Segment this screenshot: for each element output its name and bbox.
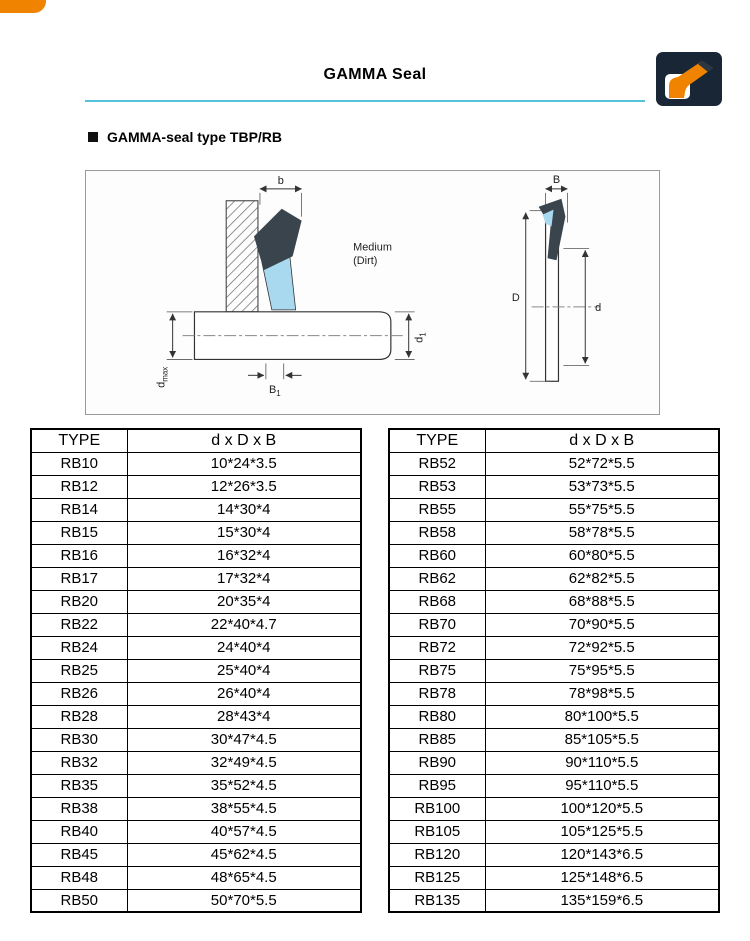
type-cell: RB120 [389,843,485,866]
type-cell: RB100 [389,797,485,820]
type-cell: RB70 [389,613,485,636]
medium-label-line2: (Dirt) [353,255,378,268]
seal-logo-icon [656,52,722,106]
table-row [389,498,719,521]
type-cell: RB62 [389,567,485,590]
dims-cell: 45*62*4.5 [127,843,361,866]
corner-accent [0,0,46,13]
type-cell: RB12 [31,475,127,498]
type-cell: RB48 [31,866,127,889]
dims-cell: 32*49*4.5 [127,751,361,774]
type-cell: RB53 [389,475,485,498]
dim-label-d: d [595,301,602,314]
dims-cell: 12*26*3.5 [127,475,361,498]
table-row [31,774,361,797]
size-table-right [388,428,720,913]
table-row [31,613,361,636]
type-cell: RB17 [31,567,127,590]
dims-cell: 28*43*4 [127,705,361,728]
square-bullet-icon [88,132,98,142]
type-cell: RB30 [31,728,127,751]
dims-cell: 55*75*5.5 [485,498,719,521]
table-row [389,751,719,774]
seal-lip [254,209,302,270]
type-cell: RB35 [31,774,127,797]
table-row [31,751,361,774]
cross-section-figure [156,175,428,398]
dim-label-B1: $B_1$ [268,384,281,399]
type-cell: RB125 [389,866,485,889]
dims-cell: 62*82*5.5 [485,567,719,590]
table-row [31,636,361,659]
dims-cell: 60*80*5.5 [485,544,719,567]
type-cell: RB52 [389,452,485,475]
size-tables [30,428,720,913]
table-row [31,544,361,567]
dims-cell: 50*70*5.5 [127,889,361,912]
dims-cell: 35*52*4.5 [127,774,361,797]
table-row [31,452,361,475]
type-cell: RB26 [31,682,127,705]
table-header-row [31,429,361,452]
dims-cell: 48*65*4.5 [127,866,361,889]
dims-cell: 30*47*4.5 [127,728,361,751]
dim-label-D: D [511,291,520,304]
table-row [31,498,361,521]
housing-hatch [226,201,258,312]
type-cell: RB28 [31,705,127,728]
type-cell: RB22 [31,613,127,636]
table-row [31,682,361,705]
table-row [31,866,361,889]
table-header-row [389,429,719,452]
table-row [389,889,719,912]
type-cell: RB16 [31,544,127,567]
type-cell: RB90 [389,751,485,774]
ring-figure [512,174,601,381]
table-row [389,636,719,659]
table-row [31,567,361,590]
dims-cell: 38*55*4.5 [127,797,361,820]
dims-cell: 70*90*5.5 [485,613,719,636]
seal-diagram [85,170,660,415]
type-cell: RB14 [31,498,127,521]
dims-cell: 72*92*5.5 [485,636,719,659]
table-row [389,705,719,728]
table-row [31,705,361,728]
type-cell: RB75 [389,659,485,682]
type-cell: RB55 [389,498,485,521]
type-cell: RB40 [31,820,127,843]
type-header: TYPE [31,429,127,452]
dims-cell: 15*30*4 [127,521,361,544]
table-row [31,843,361,866]
type-cell: RB25 [31,659,127,682]
table-row [31,820,361,843]
table-row [389,820,719,843]
dims-header: d x D x B [127,429,361,452]
page-title: GAMMA Seal [323,66,427,83]
type-cell: RB58 [389,521,485,544]
dims-cell: 14*30*4 [127,498,361,521]
header-divider [85,100,645,102]
dim-label-dmax: $d_{max}$ [155,366,170,388]
dims-cell: 85*105*5.5 [485,728,719,751]
dims-cell: 24*40*4 [127,636,361,659]
table-row [389,728,719,751]
type-cell: RB38 [31,797,127,820]
dims-cell: 26*40*4 [127,682,361,705]
table-row [31,475,361,498]
table-row [389,866,719,889]
dims-cell: 120*143*6.5 [485,843,719,866]
dims-cell: 78*98*5.5 [485,682,719,705]
ring-seal-lip [539,199,566,260]
medium-label-line1: Medium [353,241,392,254]
type-cell: RB45 [31,843,127,866]
dims-cell: 125*148*6.5 [485,866,719,889]
dims-cell: 95*110*5.5 [485,774,719,797]
dims-cell: 53*73*5.5 [485,475,719,498]
dims-cell: 22*40*4.7 [127,613,361,636]
table-row [31,728,361,751]
dims-cell: 105*125*5.5 [485,820,719,843]
table-row [389,659,719,682]
type-cell: RB10 [31,452,127,475]
type-cell: RB50 [31,889,127,912]
type-cell: RB95 [389,774,485,797]
dims-cell: 40*57*4.5 [127,820,361,843]
table-row [389,613,719,636]
dims-cell: 20*35*4 [127,590,361,613]
type-cell: RB80 [389,705,485,728]
type-cell: RB32 [31,751,127,774]
table-row [389,452,719,475]
size-table-left [30,428,362,913]
type-cell: RB135 [389,889,485,912]
table-row [31,590,361,613]
dims-cell: 17*32*4 [127,567,361,590]
type-cell: RB20 [31,590,127,613]
brand-logo [656,52,722,106]
dims-header: d x D x B [485,429,719,452]
type-cell: RB15 [31,521,127,544]
table-row [389,774,719,797]
table-row [389,544,719,567]
dims-cell: 58*78*5.5 [485,521,719,544]
dims-cell: 100*120*5.5 [485,797,719,820]
dim-label-B: B [552,173,561,186]
dims-cell: 135*159*6.5 [485,889,719,912]
type-cell: RB24 [31,636,127,659]
type-cell: RB60 [389,544,485,567]
type-cell: RB85 [389,728,485,751]
dim-label-b: b [277,174,284,187]
dims-cell: 16*32*4 [127,544,361,567]
seal-diagram-svg [86,171,659,414]
type-cell: RB72 [389,636,485,659]
type-cell: RB68 [389,590,485,613]
section-heading [88,129,282,145]
table-row [389,521,719,544]
type-header: TYPE [389,429,485,452]
dims-cell: 25*40*4 [127,659,361,682]
table-row [389,475,719,498]
dims-cell: 75*95*5.5 [485,659,719,682]
table-row [389,567,719,590]
table-row [389,843,719,866]
table-row [31,797,361,820]
dims-cell: 80*100*5.5 [485,705,719,728]
table-row [389,590,719,613]
dim-label-d1: $d_1$ [413,332,428,343]
table-row [389,797,719,820]
table-row [31,521,361,544]
section-title: GAMMA-seal type TBP/RB [107,129,283,145]
table-row [389,682,719,705]
table-row [31,889,361,912]
dims-cell: 52*72*5.5 [485,452,719,475]
dims-cell: 90*110*5.5 [485,751,719,774]
dims-cell: 10*24*3.5 [127,452,361,475]
dims-cell: 68*88*5.5 [485,590,719,613]
type-cell: RB105 [389,820,485,843]
table-row [31,659,361,682]
type-cell: RB78 [389,682,485,705]
